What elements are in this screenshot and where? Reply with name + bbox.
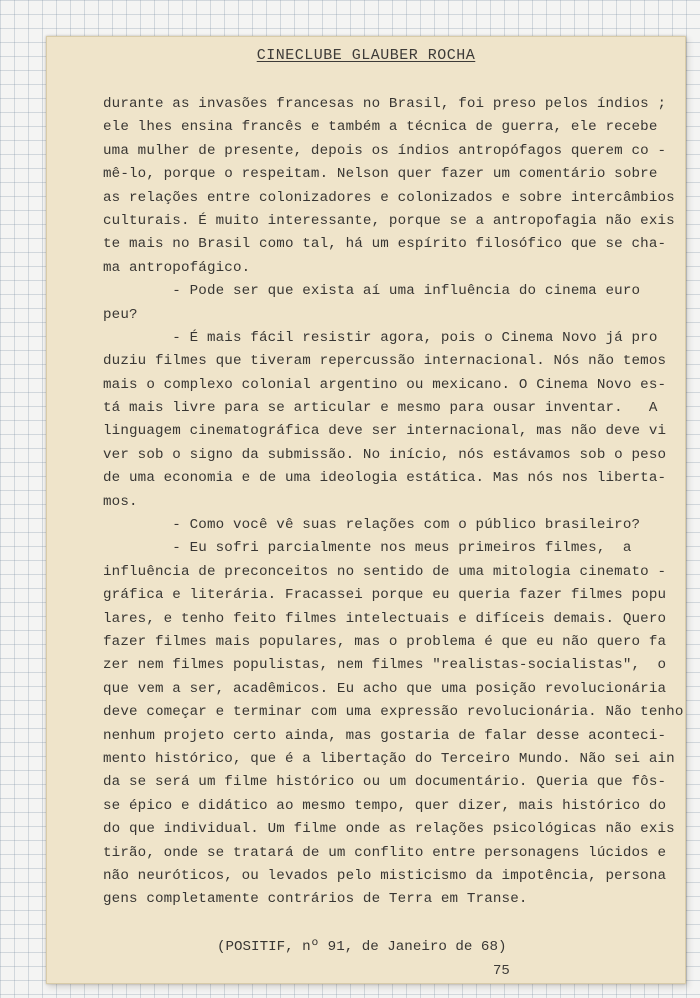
text-line: te mais no Brasil como tal, há um espírito filosófico que se cha- — [103, 236, 667, 253]
text-line: zer nem filmes populistas, nem filmes "realistas-socialistas", o — [103, 657, 667, 674]
page-number: 75 — [493, 963, 510, 979]
text-line: influência de preconceitos no sentido de uma mitologia cinemato - — [103, 563, 667, 580]
text-line: mais o complexo colonial argentino ou mexicano. O Cinema Novo es- — [103, 376, 667, 393]
page-header: CINECLUBE GLAUBER ROCHA — [256, 47, 476, 64]
text-line: as relações entre colonizadores e colonizados e sobre intercâmbios — [103, 189, 675, 206]
document-page — [46, 36, 686, 984]
text-line: de uma economia e de uma ideologia estática. Mas nós nos liberta- — [103, 470, 667, 487]
text-line: tirão, onde se tratará de um conflito entre personagens lúcidos e — [103, 844, 667, 861]
body-text — [103, 93, 684, 912]
text-line: mos. — [103, 493, 138, 510]
text-line: lares, e tenho feito filmes intelectuais e difíceis demais. Quero — [103, 610, 667, 627]
text-line: - Como você vê suas relações com o público brasileiro? — [103, 517, 641, 534]
text-line: nenhum projeto certo ainda, mas gostaria de falar desse aconteci- — [103, 727, 667, 744]
text-line: culturais. É muito interessante, porque se a antropofagia não exis — [103, 212, 675, 229]
text-line: ele lhes ensina francês e também a técnica de guerra, ele recebe — [103, 119, 658, 136]
text-line: tá mais livre para se articular e mesmo para ousar inventar. A — [103, 400, 658, 417]
text-line: ma antropofágico. — [103, 259, 251, 276]
text-line: que vem a ser, acadêmicos. Eu acho que uma posição revolucionária — [103, 680, 667, 697]
text-line: - Pode ser que exista aí uma influência do cinema euro — [103, 283, 641, 300]
text-line: peu? — [103, 306, 138, 323]
text-line: durante as invasões francesas no Brasil, foi preso pelos índios ; — [103, 96, 667, 112]
text-line: ver sob o signo da submissão. No início, nós estávamos sob o peso — [103, 446, 667, 463]
text-line: se épico e didático ao mesmo tempo, quer dizer, mais histórico do — [103, 797, 667, 814]
text-line: linguagem cinematográfica deve ser internacional, mas não deve vi — [103, 423, 667, 440]
text-line: - É mais fácil resistir agora, pois o Cinema Novo já pro — [103, 329, 658, 346]
text-line: da se será um filme histórico ou um documentário. Queria que fôs- — [103, 774, 667, 791]
text-line: deve começar e terminar com uma expressão revolucionária. Não tenho — [103, 704, 684, 721]
text-line: - Eu sofri parcialmente nos meus primeiros filmes, a — [103, 540, 632, 557]
text-line: do que individual. Um filme onde as relações psicológicas não exis — [103, 821, 675, 838]
text-line: não neuróticos, ou levados pelo misticismo da impotência, persona — [103, 867, 667, 884]
text-line: gráfica e literária. Fracassei porque eu queria fazer filmes popu — [103, 587, 667, 604]
text-line: gens completamente contrários de Terra em Transe. — [103, 891, 528, 908]
text-line: mento histórico, que é a libertação do Terceiro Mundo. Não sei ain — [103, 750, 675, 767]
text-line: fazer filmes mais populares, mas o problema é que eu não quero fa — [103, 633, 667, 650]
text-line: uma mulher de presente, depois os índios antropófagos querem co - — [103, 142, 667, 159]
text-line: duziu filmes que tiveram repercussão internacional. Nós não temos — [103, 353, 667, 370]
text-line: mê-lo, porque o respeitam. Nelson quer fazer um comentário sobre — [103, 166, 658, 183]
source-citation: (POSITIF, nº 91, de Janeiro de 68) — [217, 939, 507, 955]
